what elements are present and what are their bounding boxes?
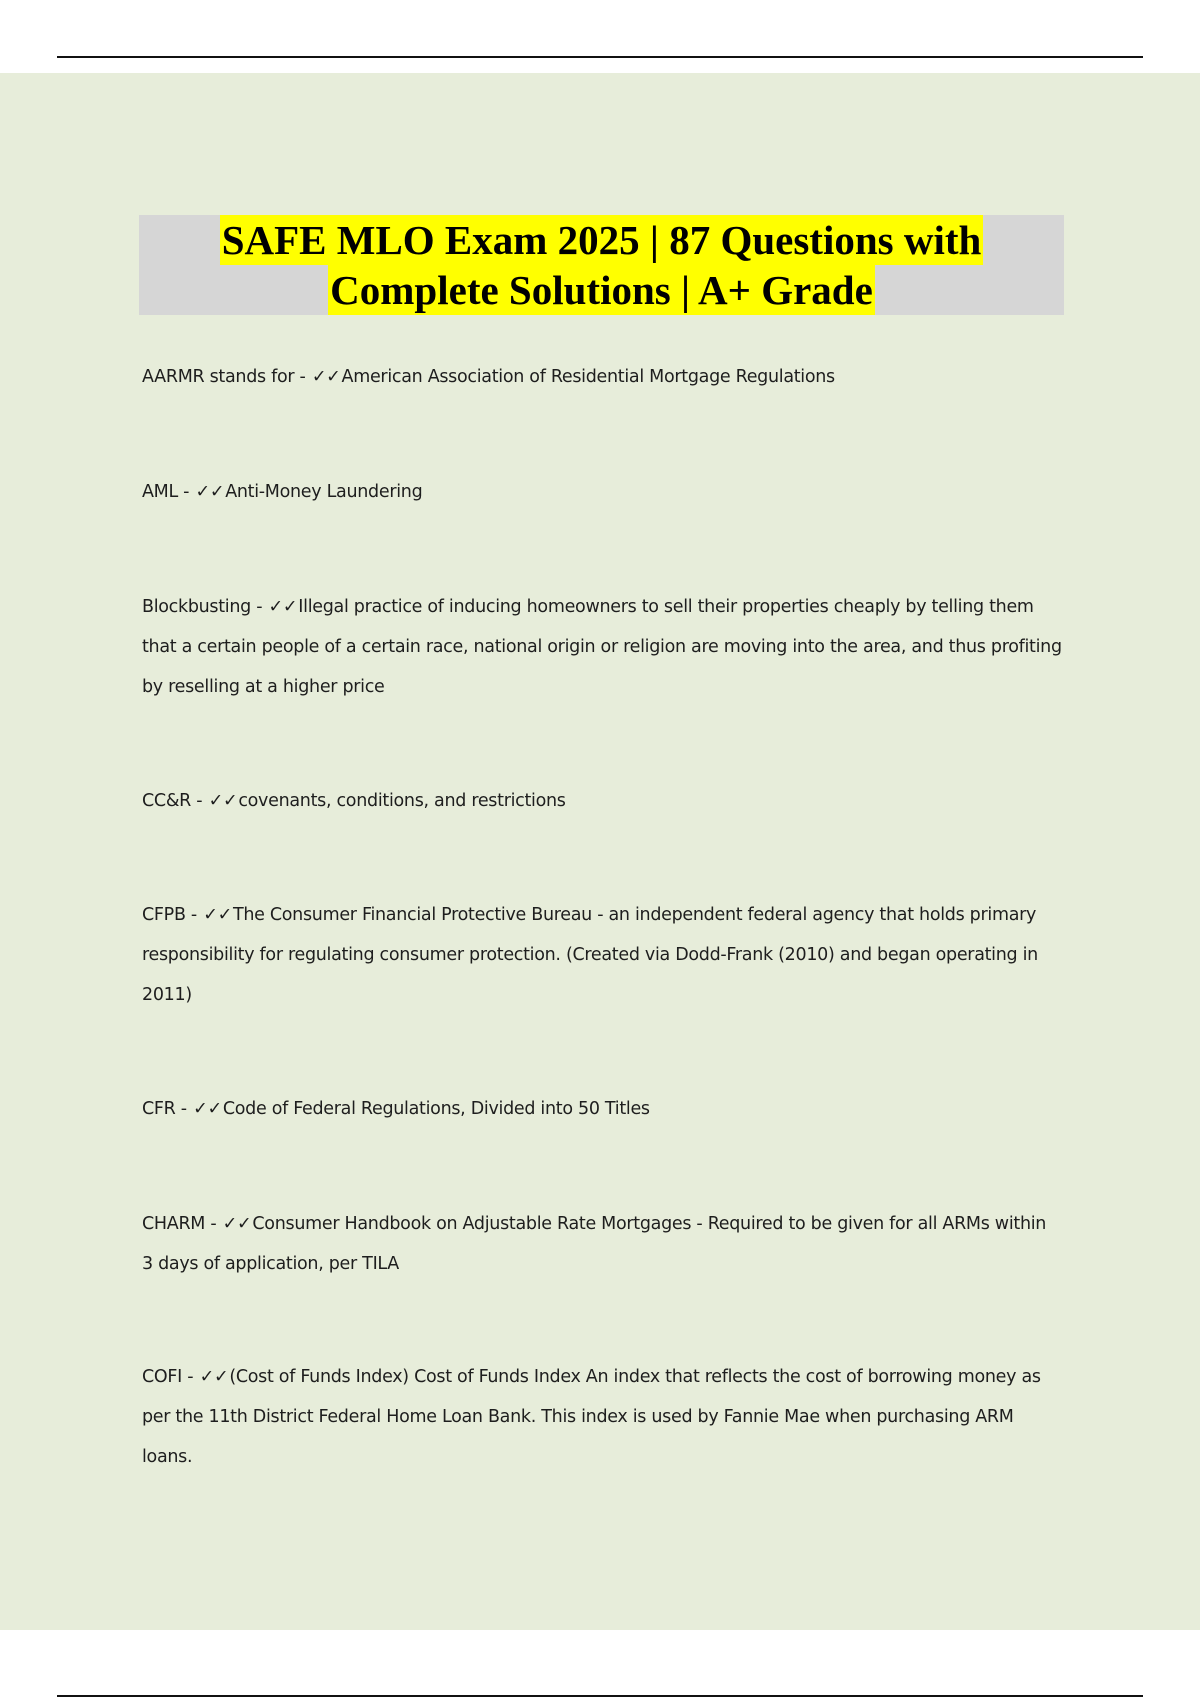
entry-definition: The Consumer Financial Protective Bureau - an independent federal agency that holds primary responsibility for regulating consumer protection. (Created via Dodd-Frank (2010) and began operating in 2011) [142,905,1038,1005]
entry-definition: Code of Federal Regulations, Divided into 50 Titles [222,1099,650,1119]
double-check-icon: ✓✓ [268,597,298,617]
entry-definition: American Association of Residential Mortgage Regulations [341,367,835,387]
document-page [0,73,1200,1630]
double-check-icon: ✓✓ [195,482,225,502]
double-check-icon: ✓✓ [208,791,238,811]
double-check-icon: ✓✓ [203,905,232,925]
glossary-entry-cfr: CFR - ✓✓Code of Federal Regulations, Divided into 50 Titles [142,1099,650,1119]
glossary-entry-charm: CHARM - ✓✓Consumer Handbook on Adjustable Rate Mortgages - Required to be given for all ARMs within 3 days of application, per TILA [142,1214,1047,1274]
entry-term: CFPB [142,905,186,925]
entry-term: AARMR stands for [142,367,295,387]
entry-definition: Consumer Handbook on Adjustable Rate Mortgages - Required to be given for all ARMs within 3 days of application, per TILA [142,1214,1047,1274]
entry-term: COFI [142,1367,183,1387]
bottom-rule [57,1695,1143,1697]
double-check-icon: ✓✓ [199,1367,229,1387]
entry-definition: covenants, conditions, and restrictions [238,791,566,811]
glossary-entry-cofi: COFI - ✓✓(Cost of Funds Index) Cost of Funds Index An index that reflects the cost of borrowing money as per the 11th District Federal Home Loan Bank. This index is used by Fannie Mae when purchasing ARM loans. [142,1367,1041,1467]
entry-term: AML [142,482,178,502]
double-check-icon: ✓✓ [193,1099,222,1119]
entry-term: CC&R [142,791,192,811]
glossary-entry-aarmr: AARMR stands for - ✓✓American Association of Residential Mortgage Regulations [142,367,835,387]
entry-term: Blockbusting [142,597,251,617]
glossary-entry-cfpb: CFPB - ✓✓The Consumer Financial Protective Bureau - an independent federal agency that holds primary responsibility for regulating consumer protection. (Created via Dodd-Frank (2010) and began operating in 2011) [142,905,1038,1005]
title-band [139,215,1064,315]
title-line-2: Complete Solutions | A+ Grade [330,267,873,313]
entry-definition: (Cost of Funds Index) Cost of Funds Index An index that reflects the cost of borrowing money as per the 11th District Federal Home Loan Bank. This index is used by Fannie Mae when purchasing ARM loans. [142,1367,1041,1467]
entry-term: CHARM [142,1214,206,1234]
glossary-entry-blockbusting: Blockbusting - ✓✓Illegal practice of inducing homeowners to sell their properties cheaply by telling them that a certain people of a certain race, national origin or religion are moving into the area, and thus profiting by reselling at a higher price [142,597,1062,697]
entry-term: CFR [142,1099,176,1119]
top-rule [57,56,1143,58]
title-line-1: SAFE MLO Exam 2025 | 87 Questions with [221,217,982,263]
double-check-icon: ✓✓ [222,1214,252,1234]
glossary-entry-ccr: CC&R - ✓✓covenants, conditions, and restrictions [142,791,566,811]
glossary-entry-aml: AML - ✓✓Anti-Money Laundering [142,482,423,502]
double-check-icon: ✓✓ [311,367,341,387]
entry-definition: Illegal practice of inducing homeowners to sell their properties cheaply by telling them that a certain people of a certain race, national origin or religion are moving into the area, and thus profiting by reselling at a higher price [142,597,1062,697]
entry-definition: Anti-Money Laundering [225,482,423,502]
